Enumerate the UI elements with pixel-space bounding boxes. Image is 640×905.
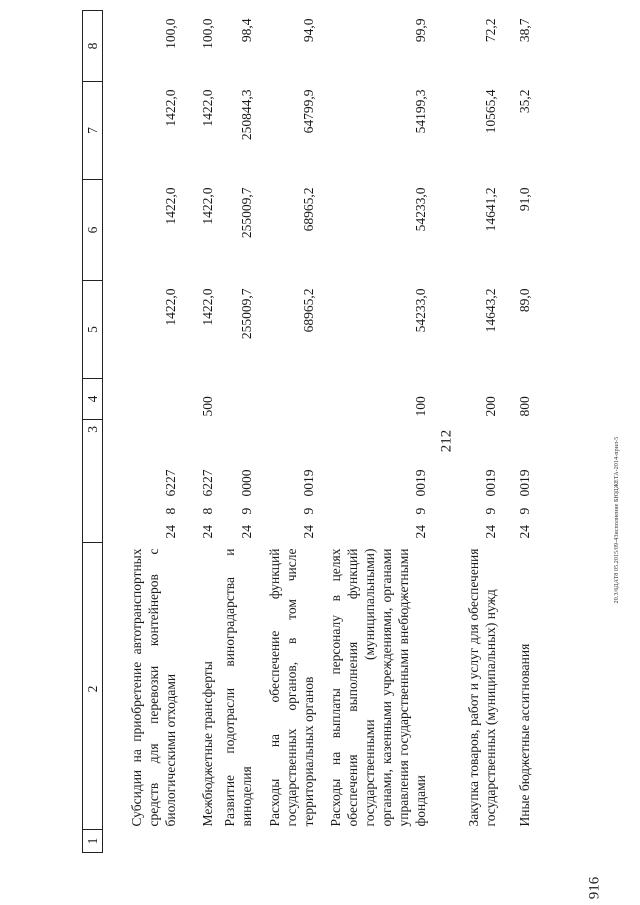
row-value-5: 89,0 <box>517 288 532 313</box>
header-col-5: 5 <box>83 281 103 379</box>
row-value-5: 54233,0 <box>413 288 428 333</box>
row-value-5: 1422,0 <box>163 288 178 326</box>
row-name: Закупка товаров, работ и услуг для обеспечения государственных (муниципальных) нужд <box>466 548 498 827</box>
row-code: 2490019 <box>517 469 532 539</box>
row-code: 2490019 <box>301 469 316 539</box>
row-expense-type: 500 <box>200 396 215 417</box>
table-row <box>179 11 216 853</box>
header-col-4: 4 <box>83 379 103 420</box>
table-header-row <box>83 11 103 853</box>
row-code: 2490000 <box>239 469 254 539</box>
row-expense-type: 800 <box>517 396 532 417</box>
row-code: 2486227 <box>163 469 178 539</box>
row-expense-type: 200 <box>483 396 498 417</box>
row-value-7: 64799,9 <box>301 89 316 134</box>
row-value-7: 250844,3 <box>239 89 254 141</box>
row-value-6: 14641,2 <box>483 187 498 232</box>
row-value-6: 91,0 <box>517 187 532 212</box>
row-value-6: 54233,0 <box>413 187 428 232</box>
budget-table <box>82 10 533 853</box>
row-name: Расходы на обеспечение функций государственных органов, в том числе территориальных органов <box>267 548 316 827</box>
page-number-top: 212 <box>438 429 455 453</box>
row-expense-type: 100 <box>413 396 428 417</box>
row-name: Развитие подотрасли виноградарства и виноделия <box>222 548 254 827</box>
header-col-3: 3 <box>83 420 103 543</box>
row-value-8: 38,7 <box>517 18 532 43</box>
table-row <box>317 11 429 853</box>
row-value-8: 98,4 <box>239 18 254 43</box>
row-value-8: 100,0 <box>163 18 178 49</box>
footer-file-path: 20.3/6ДАТ8 05.2015/09-43исполнение БЮДЖЕТА-2014-прил-5 <box>614 436 620 604</box>
row-name: Межбюджетные трансферты <box>200 661 215 827</box>
header-col-6: 6 <box>83 180 103 281</box>
budget-table-block <box>82 18 544 853</box>
row-code: 2490019 <box>483 469 498 539</box>
row-value-8: 100,0 <box>200 18 215 49</box>
row-value-5: 1422,0 <box>200 288 215 326</box>
row-value-5: 14643,2 <box>483 288 498 333</box>
table-row <box>499 11 533 853</box>
row-value-5: 255009,7 <box>239 288 254 340</box>
row-expense-type <box>103 379 180 420</box>
page-number-bottom: 916 <box>586 876 603 900</box>
table-row <box>216 11 255 853</box>
row-expense-type <box>216 379 255 420</box>
header-col-2: 2 <box>83 543 103 830</box>
row-value-6: 1422,0 <box>200 187 215 225</box>
row-value-8: 99,9 <box>413 18 428 43</box>
header-col-8: 8 <box>83 11 103 82</box>
row-value-6: 68965,2 <box>301 187 316 232</box>
row-value-7: 10565,4 <box>483 89 498 134</box>
row-value-7: 35,2 <box>517 89 532 114</box>
header-col-7: 7 <box>83 82 103 180</box>
row-value-8: 72,2 <box>483 18 498 43</box>
row-value-5: 68965,2 <box>301 288 316 333</box>
row-value-6: 1422,0 <box>163 187 178 225</box>
row-value-6: 255009,7 <box>239 187 254 239</box>
table-row <box>255 11 317 853</box>
row-name: Расходы на выплаты персоналу в целях обеспечения выполнения функций государственными (муниципальными) органами, казенными учреждениями, органами управления государственными внебюджетными фондами <box>328 548 428 827</box>
row-value-7: 54199,3 <box>413 89 428 134</box>
row-code: 2486227 <box>200 469 215 539</box>
row-code: 2490019 <box>413 469 428 539</box>
row-value-7: 1422,0 <box>200 89 215 127</box>
row-expense-type <box>255 379 317 420</box>
row-value-7: 1422,0 <box>163 89 178 127</box>
header-col-1: 1 <box>83 830 103 853</box>
table-row <box>103 11 180 853</box>
row-name: Субсидии на приобретение автотранспортных средств для перевозки контейнеров с биологическими отходами <box>129 548 178 827</box>
row-value-8: 94,0 <box>301 18 316 43</box>
row-name: Иные бюджетные ассигнования <box>517 643 532 827</box>
table-row <box>429 11 499 853</box>
